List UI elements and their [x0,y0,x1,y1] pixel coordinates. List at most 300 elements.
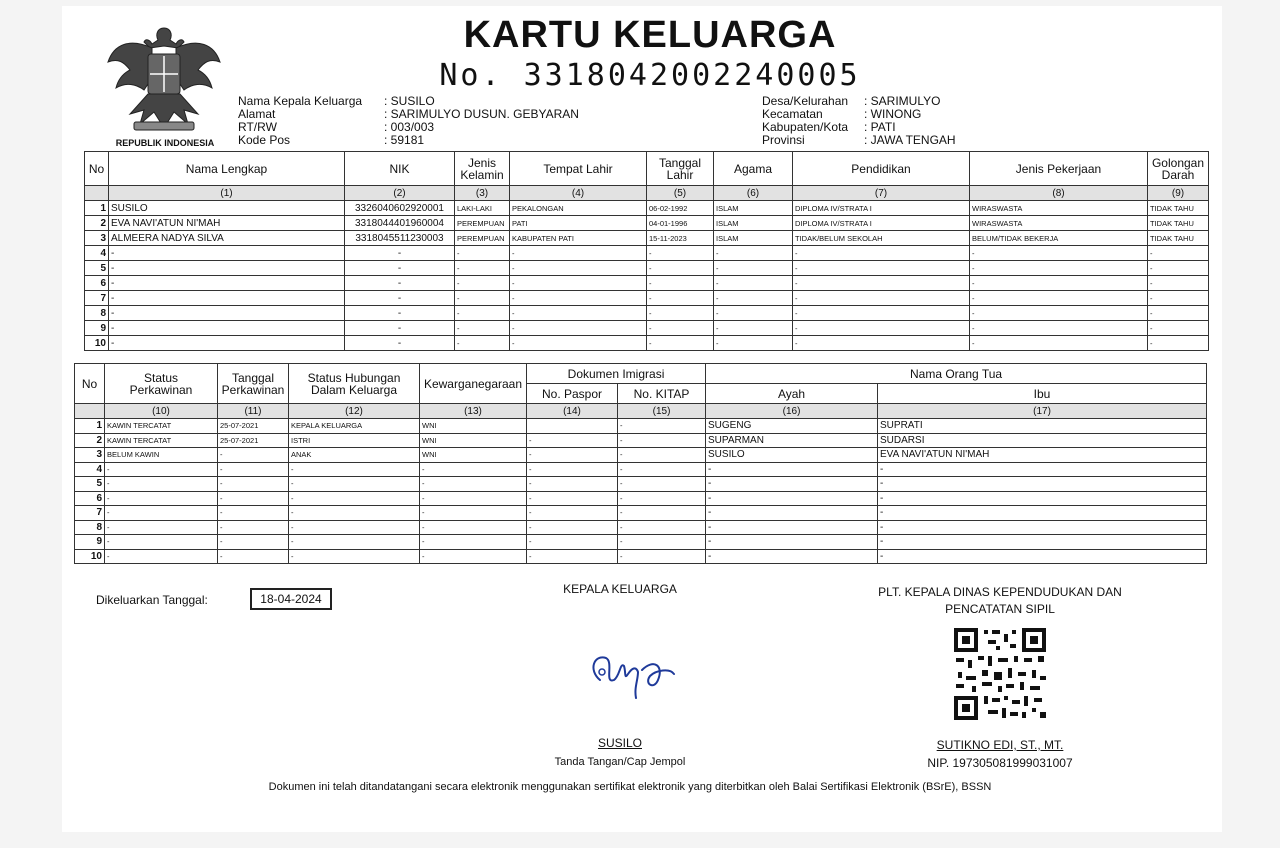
citizenship-cell: - [420,491,527,506]
index-cell: (17) [878,404,1207,419]
birthplace-cell: PATI [510,216,647,231]
status-parents-table [74,363,1207,564]
birthdate-cell: - [647,276,714,291]
passport-cell: - [527,535,618,550]
nik-cell: 3318044401960004 [345,216,455,231]
blood-type-cell: - [1148,336,1209,351]
meta-value: : SARIMULYO DUSUN. GEBYARAN [384,107,579,121]
kitap-cell: - [618,535,706,550]
marriage-date-cell: - [218,491,289,506]
blood-type-cell: - [1148,306,1209,321]
father-name-cell: - [706,535,878,550]
index-cell: (7) [793,186,970,201]
marriage-date-cell: - [218,462,289,477]
marital-status-cell: - [105,549,218,564]
occupation-cell: - [970,336,1148,351]
blood-type-cell: TIDAK TAHU [1148,201,1209,216]
education-cell: DIPLOMA IV/STRATA I [793,201,970,216]
religion-cell: - [714,336,793,351]
birthplace-cell: - [510,246,647,261]
header-line: Jenis [467,155,496,170]
table-row [75,448,1207,463]
occupation-cell: - [970,291,1148,306]
table-row [75,535,1207,550]
table-row [85,336,1209,351]
education-cell: - [793,306,970,321]
header-cell: Tempat Lahir [510,152,647,186]
birthdate-cell: - [647,261,714,276]
header-cell [218,364,289,404]
full-name-cell: - [109,246,345,261]
index-cell: (6) [714,186,793,201]
birthdate-cell: - [647,321,714,336]
index-cell: (4) [510,186,647,201]
marriage-date-cell: - [218,520,289,535]
header-line: Dalam Keluarga [310,382,398,397]
family-info-right [762,95,956,147]
marriage-date-cell: - [218,549,289,564]
occupation-cell: WIRASWASTA [970,201,1148,216]
kitap-cell: - [618,448,706,463]
index-cell: (3) [455,186,510,201]
table-row [75,419,1207,434]
header-cell: Pendidikan [793,152,970,186]
birthdate-cell: - [647,246,714,261]
signature-icon [580,640,690,710]
header-line: Golongan [1151,155,1205,170]
religion-cell: ISLAM [714,201,793,216]
official-title [860,584,1140,618]
mother-name-cell: - [878,520,1207,535]
nik-cell: 3326040602920001 [345,201,455,216]
header-cell [289,364,420,404]
birthdate-cell: 06-02-1992 [647,201,714,216]
header-line: Kelamin [460,167,504,182]
marital-status-cell: - [105,520,218,535]
education-cell: DIPLOMA IV/STRATA I [793,216,970,231]
father-name-cell: - [706,477,878,492]
citizenship-cell: WNI [420,433,527,448]
kitap-cell: - [618,520,706,535]
table-row [85,231,1209,246]
birthdate-cell: 15-11-2023 [647,231,714,246]
gender-cell: PEREMPUAN [455,231,510,246]
marital-status-cell: - [105,477,218,492]
gender-cell: - [455,276,510,291]
mother-name-cell: - [878,506,1207,521]
passport-cell: - [527,549,618,564]
nik-cell: - [345,246,455,261]
father-name-cell: SUPARMAN [706,433,878,448]
full-name-cell: - [109,276,345,291]
row-number-cell: 5 [85,261,109,276]
nik-cell: - [345,321,455,336]
nik-cell: - [345,276,455,291]
header-cell: Kewarganegaraan [420,364,527,404]
occupation-cell: - [970,276,1148,291]
citizenship-cell: - [420,506,527,521]
row-number-cell: 6 [75,491,105,506]
row-number-cell: 7 [75,506,105,521]
signer-caption: Tanda Tangan/Cap Jempol [554,756,686,768]
header-cell: Agama [714,152,793,186]
header-cell: No [85,152,109,186]
electronic-signature-note: Dokumen ini telah ditandatangani secara elektronik menggunakan sertifikat elektronik yang diterbitkan oleh Balai Sertifikasi Elektronik (BSrE), BSSN [268,781,992,793]
mother-name-cell: - [878,549,1207,564]
passport-cell: - [527,520,618,535]
marriage-date-cell: - [218,506,289,521]
full-name-cell: - [109,336,345,351]
table-row [85,306,1209,321]
table-row [85,291,1209,306]
header-cell: Jenis Pekerjaan [970,152,1148,186]
header-cell: Nama Lengkap [109,152,345,186]
table-row [85,321,1209,336]
row-number-cell: 1 [75,419,105,434]
index-cell: (15) [618,404,706,419]
nik-cell: - [345,336,455,351]
index-cell: (8) [970,186,1148,201]
row-number-cell: 8 [85,306,109,321]
birthplace-cell: - [510,291,647,306]
header-cell: Ayah [706,384,878,404]
gender-cell: - [455,261,510,276]
marital-status-cell: KAWIN TERCATAT [105,419,218,434]
mother-name-cell: - [878,535,1207,550]
meta-label: Alamat [238,107,276,121]
citizenship-cell: - [420,462,527,477]
passport-cell: - [527,433,618,448]
kitap-cell: - [618,477,706,492]
index-cell: (12) [289,404,420,419]
index-cell: (9) [1148,186,1209,201]
gender-cell: - [455,246,510,261]
occupation-cell: WIRASWASTA [970,216,1148,231]
marriage-date-cell: 25-07-2021 [218,419,289,434]
marital-status-cell: - [105,506,218,521]
religion-cell: - [714,306,793,321]
table-header-row [75,364,1207,384]
gender-cell: - [455,306,510,321]
meta-value: : 59181 [384,133,425,147]
full-name-cell: - [109,291,345,306]
citizenship-cell: WNI [420,448,527,463]
religion-cell: ISLAM [714,216,793,231]
row-number-cell: 4 [85,246,109,261]
birthdate-cell: - [647,291,714,306]
relationship-cell: ISTRI [289,433,420,448]
father-name-cell: - [706,506,878,521]
table-row [85,246,1209,261]
full-name-cell: - [109,306,345,321]
row-number-cell: 2 [85,216,109,231]
meta-value: : JAWA TENGAH [864,133,956,147]
header-cell [647,152,714,186]
passport-cell: - [527,491,618,506]
header-line: Tanggal [231,370,275,385]
index-cell: (10) [105,404,218,419]
index-cell: (5) [647,186,714,201]
table-row [75,462,1207,477]
row-number-cell: 10 [75,549,105,564]
index-cell: (16) [706,404,878,419]
meta-value: : 003/003 [384,120,435,134]
relationship-cell: - [289,477,420,492]
index-row [85,186,1209,201]
mother-name-cell: - [878,462,1207,477]
blood-type-cell: TIDAK TAHU [1148,216,1209,231]
table-header-row [85,152,1209,186]
mother-name-cell: EVA NAVI'ATUN NI'MAH [878,448,1207,463]
official-nip: NIP. 197305081999031007 [927,756,1073,770]
passport-cell: - [527,506,618,521]
blood-type-cell: - [1148,321,1209,336]
birthplace-cell: - [510,261,647,276]
mother-name-cell: - [878,477,1207,492]
meta-label: Kecamatan [762,107,823,121]
index-cell: (11) [218,404,289,419]
family-info-left [238,95,579,147]
gender-cell: LAKI-LAKI [455,201,510,216]
province-row [762,134,956,147]
relationship-cell: KEPALA KELUARGA [289,419,420,434]
marital-status-cell: - [105,462,218,477]
full-name-cell: - [109,321,345,336]
meta-value: : SUSILO [384,94,435,108]
table-row [75,477,1207,492]
blood-type-cell: - [1148,276,1209,291]
kitap-cell: - [618,506,706,521]
full-name-cell: SUSILO [109,201,345,216]
header-cell [1148,152,1209,186]
mother-name-cell: SUPRATI [878,419,1207,434]
mother-name-cell: - [878,491,1207,506]
religion-cell: - [714,321,793,336]
blood-type-cell: - [1148,291,1209,306]
members-table [84,151,1209,351]
nik-cell: 3318045511230003 [345,231,455,246]
marital-status-cell: KAWIN TERCATAT [105,433,218,448]
education-cell: - [793,246,970,261]
religion-cell: - [714,261,793,276]
emblem-label: REPUBLIK INDONESIA [115,138,215,148]
meta-label: RT/RW [238,120,277,134]
religion-cell: - [714,291,793,306]
blood-type-cell: - [1148,246,1209,261]
header-cell: No [75,364,105,404]
nik-cell: - [345,261,455,276]
index-cell: (2) [345,186,455,201]
citizenship-cell: WNI [420,419,527,434]
religion-cell: - [714,276,793,291]
relationship-cell: - [289,506,420,521]
document-title: KARTU KELUARGA [463,14,837,56]
row-number-cell: 9 [85,321,109,336]
row-number-cell: 7 [85,291,109,306]
meta-value: : PATI [864,120,896,134]
full-name-cell: - [109,261,345,276]
table-row [85,201,1209,216]
birthplace-cell: - [510,306,647,321]
header-cell: No. KITAP [618,384,706,404]
father-name-cell: SUSILO [706,448,878,463]
table-row [75,549,1207,564]
header-cell: Dokumen Imigrasi [527,364,706,384]
marital-status-cell: - [105,491,218,506]
relationship-cell: - [289,520,420,535]
garuda-emblem-icon [100,18,228,150]
row-number-cell: 1 [85,201,109,216]
kitap-cell: - [618,419,706,434]
table-row [85,261,1209,276]
occupation-cell: BELUM/TIDAK BEKERJA [970,231,1148,246]
row-number-cell: 4 [75,462,105,477]
header-cell: Ibu [878,384,1207,404]
gender-cell: - [455,291,510,306]
full-name-cell: ALMEERA NADYA SILVA [109,231,345,246]
full-name-cell: EVA NAVI'ATUN NI'MAH [109,216,345,231]
official-title-line: PLT. KEPALA DINAS KEPENDUDUKAN DAN [878,585,1122,599]
kitap-cell: - [618,549,706,564]
birthdate-cell: 04-01-1996 [647,216,714,231]
passport-cell [527,419,618,434]
kitap-cell: - [618,462,706,477]
occupation-cell: - [970,246,1148,261]
blood-type-cell: TIDAK TAHU [1148,231,1209,246]
issued-date-value: 18-04-2024 [250,588,332,610]
citizenship-cell: - [420,477,527,492]
father-name-cell: SUGENG [706,419,878,434]
meta-label: Desa/Kelurahan [762,94,849,108]
citizenship-cell: - [420,549,527,564]
mother-name-cell: SUDARSI [878,433,1207,448]
header-line: Lahir [666,167,694,182]
education-cell: - [793,291,970,306]
relationship-cell: - [289,491,420,506]
table-row [75,520,1207,535]
row-number-cell: 10 [85,336,109,351]
father-name-cell: - [706,549,878,564]
relationship-cell: ANAK [289,448,420,463]
header-cell: NIK [345,152,455,186]
table-row [75,491,1207,506]
postal-code-row [238,134,579,147]
passport-cell: - [527,477,618,492]
signer-name: SUSILO [597,736,642,750]
status-parents-table-body [75,419,1207,564]
row-number-cell: 8 [75,520,105,535]
index-cell: (13) [420,404,527,419]
head-of-family-title: KEPALA KELUARGA [563,582,677,596]
birthdate-cell: - [647,336,714,351]
official-title-line: PENCATATAN SIPIL [945,602,1055,616]
members-table-body [85,201,1209,351]
education-cell: - [793,321,970,336]
meta-value: : WINONG [864,107,922,121]
table-row [85,276,1209,291]
marriage-date-cell: - [218,535,289,550]
header-cell: Nama Orang Tua [706,364,1207,384]
header-line: Tanggal [658,155,702,170]
citizenship-cell: - [420,535,527,550]
kitap-cell: - [618,491,706,506]
nik-cell: - [345,306,455,321]
gender-cell: PEREMPUAN [455,216,510,231]
header-line: Perkawinan [221,382,285,397]
header-cell [105,364,218,404]
meta-label: Nama Kepala Keluarga [238,94,363,108]
issued-date-label: Dikeluarkan Tanggal: [96,593,208,607]
birthplace-cell: - [510,336,647,351]
blood-type-cell: - [1148,261,1209,276]
occupation-cell: - [970,261,1148,276]
header-line: Status [143,370,179,385]
occupation-cell: - [970,321,1148,336]
gender-cell: - [455,321,510,336]
gender-cell: - [455,336,510,351]
birthplace-cell: PEKALONGAN [510,201,647,216]
marital-status-cell: BELUM KAWIN [105,448,218,463]
religion-cell: ISLAM [714,231,793,246]
marriage-date-cell: - [218,448,289,463]
relationship-cell: - [289,462,420,477]
education-cell: - [793,276,970,291]
nik-cell: - [345,291,455,306]
header-line: Status Hubungan [307,370,401,385]
document-number: No. 3318042002240005 [439,58,861,93]
index-cell: (14) [527,404,618,419]
father-name-cell: - [706,462,878,477]
father-name-cell: - [706,491,878,506]
header-cell: No. Paspor [527,384,618,404]
row-number-cell: 3 [75,448,105,463]
index-cell: (1) [109,186,345,201]
row-number-cell: 6 [85,276,109,291]
table-row [85,216,1209,231]
father-name-cell: - [706,520,878,535]
row-number-cell: 9 [75,535,105,550]
relationship-cell: - [289,535,420,550]
index-cell [85,186,109,201]
marriage-date-cell: 25-07-2021 [218,433,289,448]
relationship-cell: - [289,549,420,564]
official-name: SUTIKNO EDI, ST., MT. [936,738,1064,752]
index-cell [75,404,105,419]
birthplace-cell: KABUPATEN PATI [510,231,647,246]
education-cell: TIDAK/BELUM SEKOLAH [793,231,970,246]
table-row [75,506,1207,521]
kitap-cell: - [618,433,706,448]
citizenship-cell: - [420,520,527,535]
birthplace-cell: - [510,276,647,291]
index-row [75,404,1207,419]
meta-label: Provinsi [762,133,805,147]
occupation-cell: - [970,306,1148,321]
birthplace-cell: - [510,321,647,336]
table-row [75,433,1207,448]
meta-label: Kode Pos [238,133,291,147]
passport-cell: - [527,448,618,463]
meta-value: : SARIMULYO [864,94,941,108]
education-cell: - [793,261,970,276]
row-number-cell: 5 [75,477,105,492]
header-line: Perkawinan [129,382,193,397]
header-line: Darah [1161,167,1195,182]
qr-code-icon [952,626,1048,722]
education-cell: - [793,336,970,351]
marital-status-cell: - [105,535,218,550]
marriage-date-cell: - [218,477,289,492]
